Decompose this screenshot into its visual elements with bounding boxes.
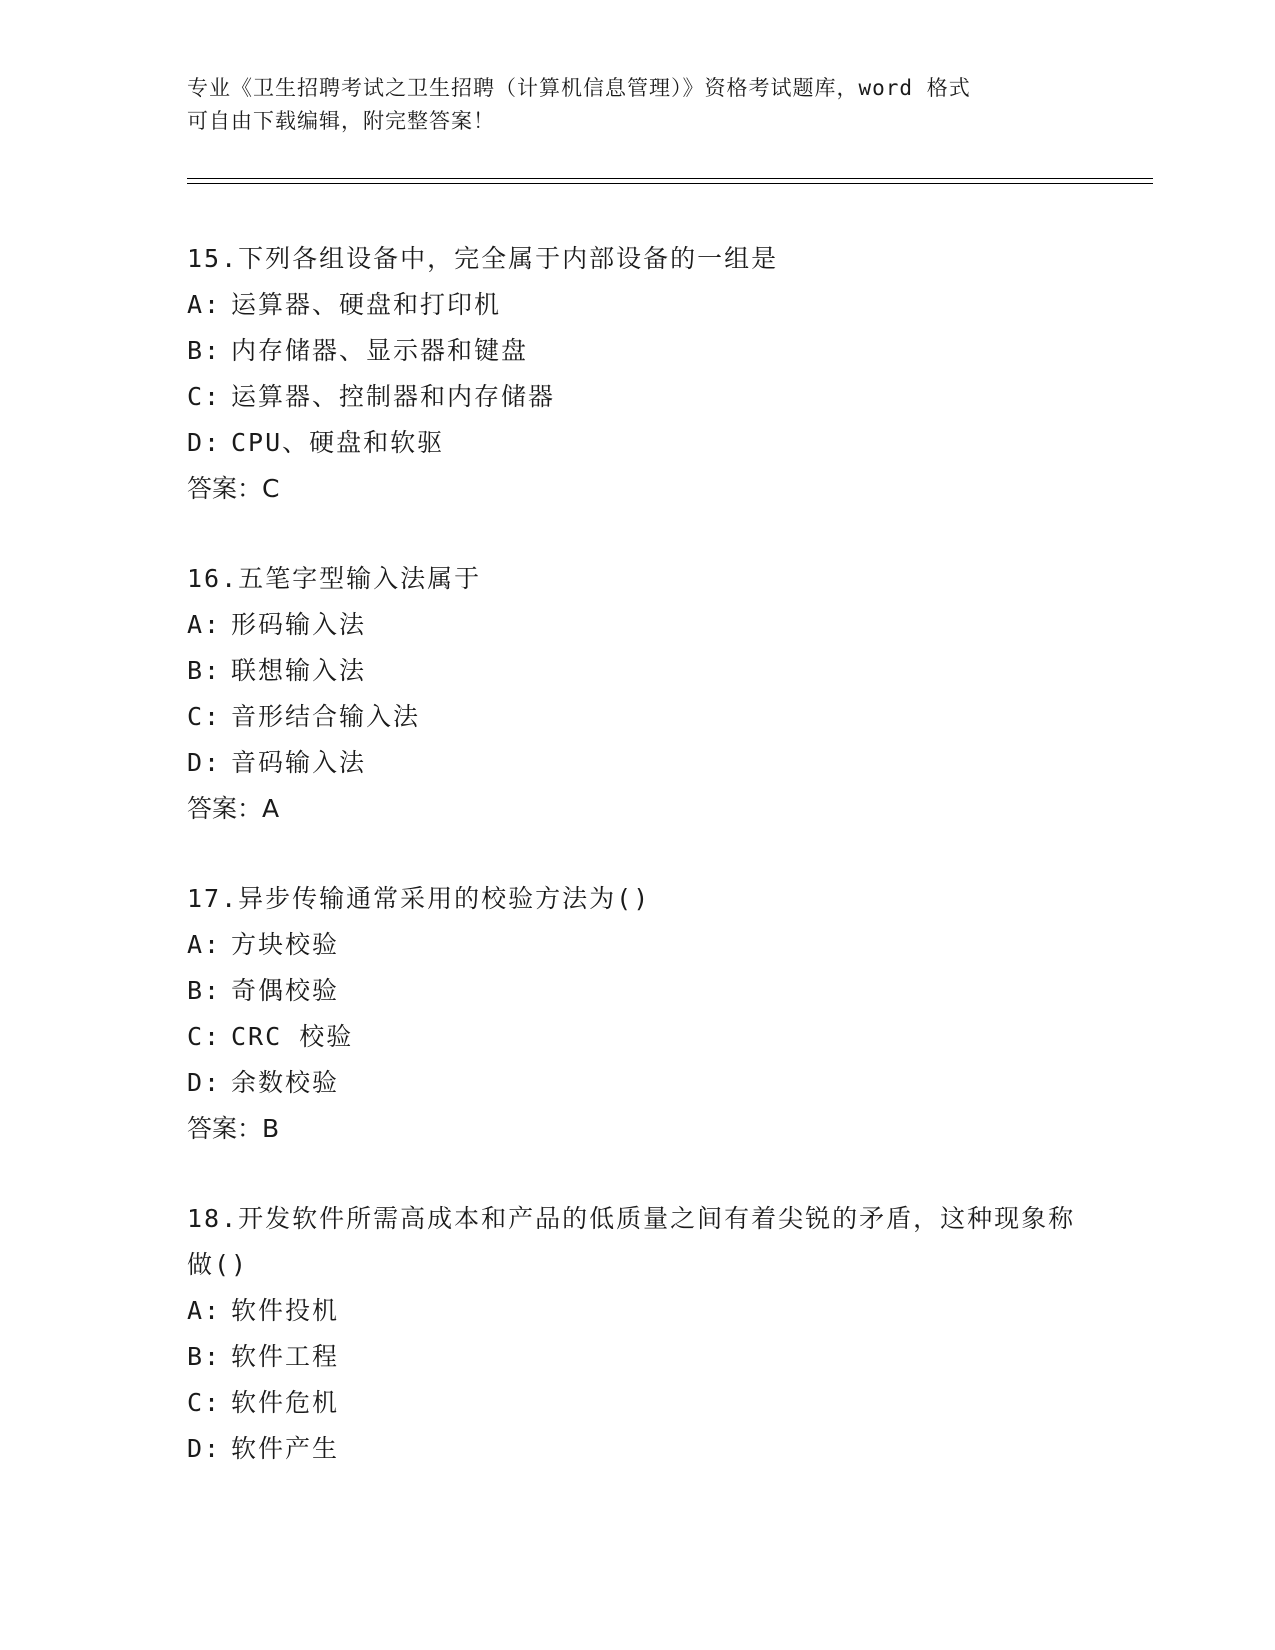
document-header	[187, 72, 1087, 138]
option-d	[187, 1060, 1087, 1106]
option-a	[187, 602, 1087, 648]
option-letter: C:	[187, 1022, 222, 1051]
option-letter: D:	[187, 428, 222, 457]
option-letter: B:	[187, 976, 222, 1005]
question-text: 16.五笔字型输入法属于	[187, 564, 482, 593]
option-letter: B:	[187, 1342, 222, 1371]
option-text: 软件投机	[231, 1296, 340, 1325]
option-letter: A:	[187, 290, 222, 319]
option-letter: D:	[187, 1434, 222, 1463]
question-list	[187, 236, 1087, 1516]
question-18	[187, 1196, 1087, 1472]
option-text: CRC 校验	[231, 1022, 354, 1051]
option-b	[187, 1334, 1087, 1380]
option-text: 软件工程	[231, 1342, 340, 1371]
option-c	[187, 1380, 1087, 1426]
option-text: 方块校验	[231, 930, 340, 959]
header-divider-top	[187, 178, 1153, 179]
option-text: 奇偶校验	[231, 976, 340, 1005]
option-text: 运算器、硬盘和打印机	[231, 290, 502, 319]
option-text: 形码输入法	[231, 610, 367, 639]
option-d	[187, 1426, 1087, 1472]
option-d	[187, 420, 1087, 466]
question-15	[187, 236, 1087, 512]
option-letter: B:	[187, 656, 222, 685]
option-letter: A:	[187, 610, 222, 639]
answer-line: 答案：C	[187, 474, 280, 503]
option-text: CPU、硬盘和软驱	[231, 428, 445, 457]
option-c	[187, 1014, 1087, 1060]
question-text: 17.异步传输通常采用的校验方法为()	[187, 884, 651, 913]
question-text: 18.开发软件所需高成本和产品的低质量之间有着尖锐的矛盾，这种现象称做()	[187, 1204, 1076, 1279]
option-letter: C:	[187, 702, 222, 731]
option-letter: A:	[187, 1296, 222, 1325]
option-d	[187, 740, 1087, 786]
header-divider-bottom	[187, 183, 1153, 184]
header-line-1: 专业《卫生招聘考试之卫生招聘（计算机信息管理）》资格考试题库，word 格式	[187, 76, 971, 100]
option-letter: C:	[187, 382, 222, 411]
question-text: 15.下列各组设备中，完全属于内部设备的一组是	[187, 244, 779, 273]
header-line-2: 可自由下载编辑，附完整答案！	[187, 109, 495, 133]
option-text: 软件危机	[231, 1388, 340, 1417]
option-b	[187, 968, 1087, 1014]
option-text: 音形结合输入法	[231, 702, 421, 731]
option-a	[187, 1288, 1087, 1334]
option-b	[187, 648, 1087, 694]
option-text: 内存储器、显示器和键盘	[231, 336, 529, 365]
option-letter: D:	[187, 1068, 222, 1097]
option-text: 软件产生	[231, 1434, 340, 1463]
option-letter: C:	[187, 1388, 222, 1417]
option-b	[187, 328, 1087, 374]
option-text: 联想输入法	[231, 656, 367, 685]
option-text: 音码输入法	[231, 748, 367, 777]
option-text: 运算器、控制器和内存储器	[231, 382, 556, 411]
question-17	[187, 876, 1087, 1152]
answer-line: 答案：A	[187, 794, 280, 823]
option-letter: D:	[187, 748, 222, 777]
question-16	[187, 556, 1087, 832]
option-c	[187, 374, 1087, 420]
option-letter: A:	[187, 930, 222, 959]
option-letter: B:	[187, 336, 222, 365]
option-a	[187, 922, 1087, 968]
option-text: 余数校验	[231, 1068, 340, 1097]
option-a	[187, 282, 1087, 328]
option-c	[187, 694, 1087, 740]
answer-line: 答案：B	[187, 1114, 280, 1143]
